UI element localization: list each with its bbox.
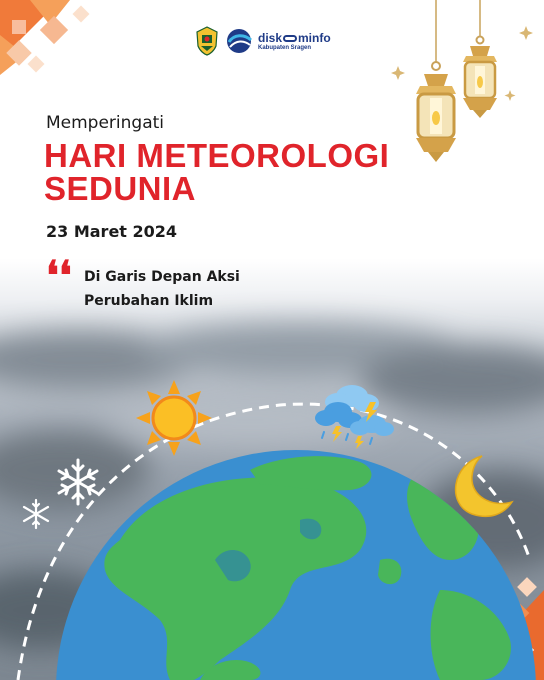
tagline-line-2: Perubahan Iklim <box>84 293 214 309</box>
snowflake-icon <box>24 500 48 528</box>
quote-icon: ❛❛ <box>46 252 72 299</box>
theme-tagline <box>84 265 240 313</box>
logo-main-text: disk <box>258 30 283 45</box>
crescent-moon-icon <box>456 456 512 516</box>
tagline-line-1: Di Garis Depan Aksi <box>84 269 240 285</box>
logo-o-icon <box>283 35 297 42</box>
page-title <box>44 139 389 205</box>
logo-main-suffix: minfo <box>298 30 331 45</box>
snowflake-icon <box>59 460 97 504</box>
diskominfo-logo <box>226 28 331 54</box>
star-decorations <box>391 26 533 101</box>
header-logos <box>196 26 331 56</box>
lantern-icon <box>416 0 456 162</box>
sun-icon <box>136 380 212 456</box>
eyebrow-text: Memperingati <box>46 113 165 133</box>
event-date: 23 Maret 2024 <box>46 222 178 241</box>
top-left-ornament <box>0 0 89 75</box>
logo-subtitle: Kabupaten Sragen <box>258 44 312 51</box>
regency-emblem-icon <box>196 26 218 56</box>
lantern-icon <box>463 0 497 118</box>
title-line-2: SEDUNIA <box>44 170 197 207</box>
diskominfo-logo-icon <box>226 28 254 54</box>
title-line-1: HARI METEOROLOGI <box>44 137 390 174</box>
